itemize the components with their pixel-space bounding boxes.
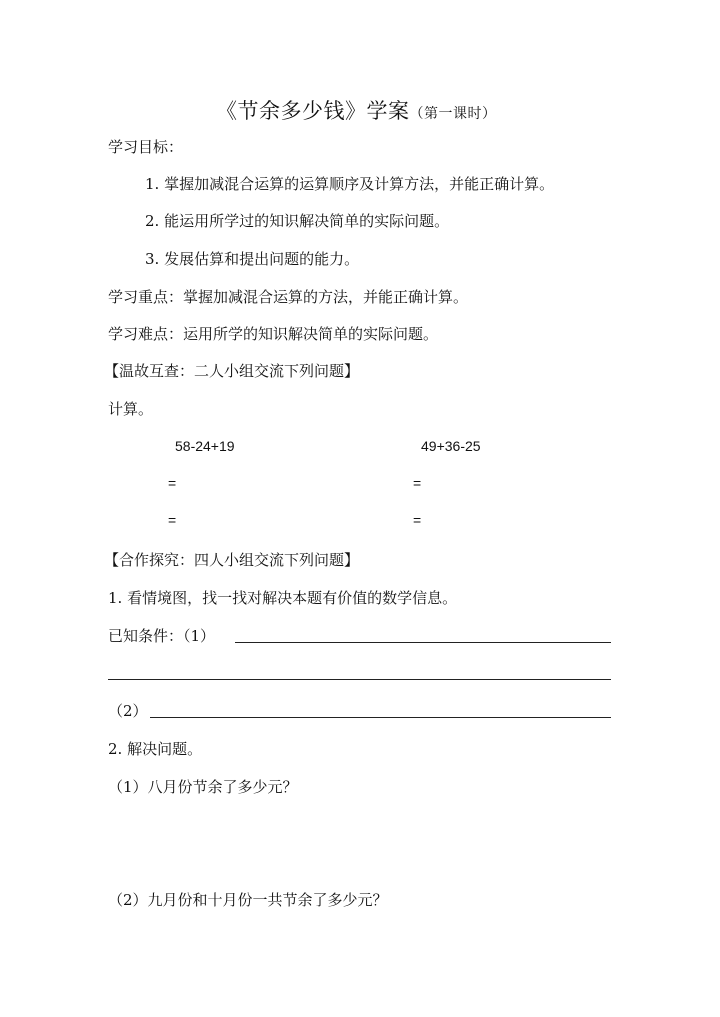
review-heading: 【温故互查：二人小组交流下列问题】 [104,362,360,380]
explore-heading: 【合作探究：四人小组交流下列问题】 [104,551,360,569]
question-1: 1. 看情境图，找一找对解决本题有价值的数学信息。 [108,589,458,607]
answer-line-3[interactable] [150,717,611,718]
known-condition-2-label: （2） [108,702,148,720]
question-2-1: （1）八月份节余了多少元？ [108,778,298,796]
title-sub: （第一课时） [409,106,497,122]
objectives-heading: 学习目标： [108,138,184,156]
calc-label: 计算。 [108,400,154,418]
key-point: 学习重点：掌握加减混合运算的方法，并能正确计算。 [108,288,469,306]
objective-item-1: 1. 掌握加减混合运算的运算顺序及计算方法，并能正确计算。 [145,175,555,193]
answer-line-2[interactable] [108,679,611,680]
equals-2a: = [413,475,422,491]
question-2: 2. 解决问题。 [108,740,203,758]
answer-line-1[interactable] [235,642,611,643]
title-main: 《节余多少钱》学案 [216,99,410,123]
objective-item-3: 3. 发展估算和提出问题的能力。 [145,250,360,268]
page-title [216,95,497,125]
known-condition-label: 已知条件：（1） [108,627,216,645]
question-2-2: （2）九月份和十月份一共节余了多少元？ [108,891,388,909]
expression-1: 58-24+19 [175,438,235,454]
equals-1b: = [168,512,177,528]
equals-1a: = [168,475,177,491]
expression-2: 49+36-25 [421,438,481,454]
equals-2b: = [413,512,422,528]
difficult-point: 学习难点：运用所学的知识解决简单的实际问题。 [108,325,439,343]
objective-item-2: 2. 能运用所学过的知识解决简单的实际问题。 [145,212,450,230]
